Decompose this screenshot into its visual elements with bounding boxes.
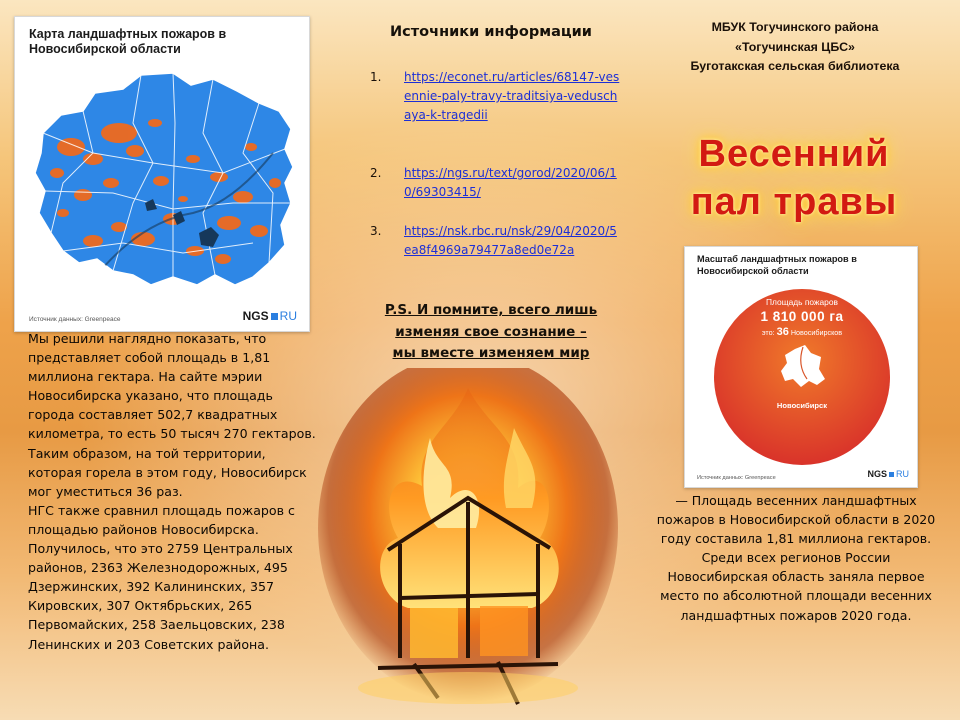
- main-title: [652, 130, 936, 226]
- org-line: «Тогучинская ЦБС»: [735, 39, 855, 54]
- infographic-title: Масштаб ландшафтных пожаров в Новосибирской области: [697, 254, 857, 276]
- left-article-text: [28, 329, 316, 654]
- sources-title: Источники информации: [390, 24, 592, 40]
- ps-line: P.S. И помните, всего лишь: [384, 302, 598, 318]
- ngs-logo: NGS RU: [242, 309, 297, 323]
- infographic-source: Источник данных: Greenpeace: [697, 475, 776, 481]
- ps-note: [360, 300, 622, 365]
- main-title-line: пал травы: [690, 181, 898, 223]
- ngs-logo: NGS RU: [867, 469, 909, 479]
- source-link[interactable]: https://ngs.ru/text/gorod/2020/06/10/69303415/: [404, 166, 617, 199]
- main-title-line: Весенний: [698, 133, 890, 175]
- source-item: 3. https://nsk.rbc.ru/nsk/29/04/2020/5ea8f4969a79477a8ed0e72a: [370, 224, 617, 257]
- map-title: Карта ландшафтных пожаров в Новосибирской области: [29, 27, 227, 56]
- ps-line: мы вместе изменяем мир: [392, 345, 590, 361]
- organization-header: [660, 18, 930, 77]
- scale-circle-graphic: [685, 247, 919, 489]
- region-fire-map: [23, 63, 303, 311]
- city-equivalent: это: 36 Новосибирсков: [761, 326, 843, 338]
- area-label: Площадь пожаров: [766, 297, 838, 307]
- city-label: Новосибирск: [776, 401, 828, 410]
- fire-scale-infographic: [684, 246, 918, 488]
- source-item: 1. https://econet.ru/articles/68147-vesennie-paly-travy-traditsiya-veduschaya-k-tragedii: [370, 70, 620, 122]
- left-paragraph: Мы решили наглядно показать, что представляет собой площадь в 1,81 миллиона гектара. На сайте мэрии Новосибирска указано, что площадь города составляет 502,7 квадратных километра, то есть 50 тысяч 270 гектаров. Таким образом, на той территории, которая горела в этом году, Новосибирск мог уместиться 36 раз.: [28, 331, 316, 499]
- left-paragraph: НГС также сравнил площадь пожаров с площадью районов Новосибирска. Получилось, что это 2759 Центральных районов, 2363 Железнодорожных, 495 Дзержинских, 392 Калининских, 357 Кировских, 307 Октябрьских, 265 Первомайских, 258 Заельцовских, 238 Ленинских и 203 Советских района.: [28, 502, 295, 652]
- fire-map-card: [14, 16, 310, 332]
- ps-line: изменяя свое сознание –: [395, 323, 587, 340]
- org-line: Буготакская сельская библиотека: [690, 59, 900, 73]
- sources-list: [366, 68, 622, 260]
- burning-house-photo: [318, 368, 618, 720]
- source-link[interactable]: https://nsk.rbc.ru/nsk/29/04/2020/5ea8f4969a79477a8ed0e72a: [404, 224, 617, 257]
- source-link[interactable]: https://econet.ru/articles/68147-vesennie-paly-travy-traditsiya-veduschaya-k-tragedii: [404, 70, 620, 122]
- area-value: 1 810 000 га: [760, 309, 844, 324]
- map-source: Источник данных: Greenpeace: [29, 316, 121, 323]
- source-item: 2. https://ngs.ru/text/gorod/2020/06/10/69303415/: [370, 166, 617, 199]
- right-summary-text: — Площадь весенних ландшафтных пожаров в Новосибирской области в 2020 году составила 1,81 миллиона гектаров. Среди всех регионов России Новосибирская область заняла первое место по абсолютной площади весенних ландшафтных пожаров 2020 года.: [656, 493, 936, 623]
- org-line: МБУК Тогучинского района: [711, 20, 879, 34]
